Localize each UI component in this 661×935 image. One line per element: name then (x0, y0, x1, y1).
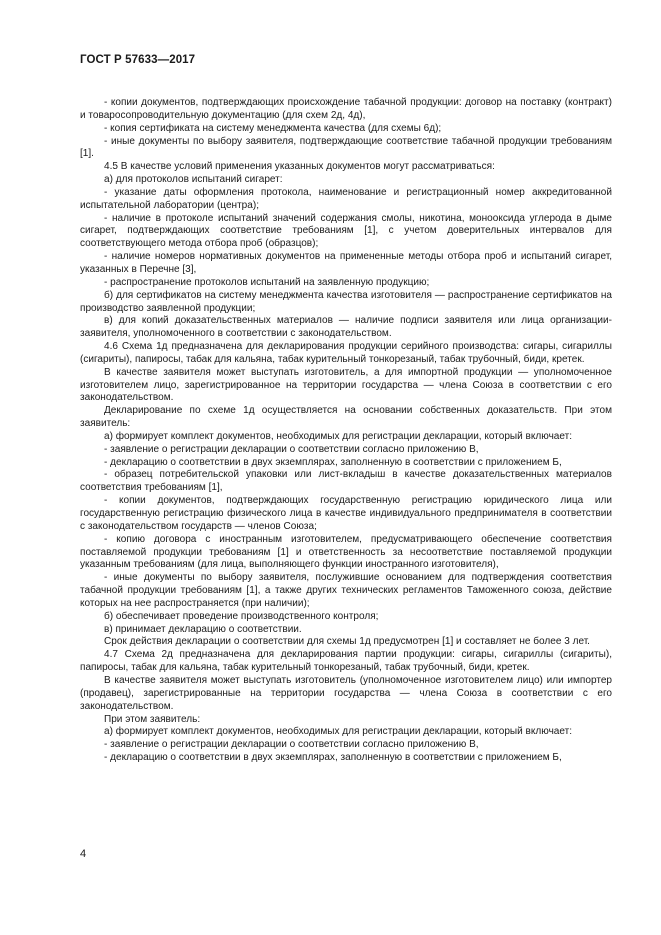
paragraph: В качестве заявителя может выступать изготовитель, а для импортной продукции — уполномоченное изготовителем лицо, зарегистрированное на территории государства — члена Союза в соответствии с его законодательством. (80, 366, 612, 404)
document-body (80, 97, 612, 765)
paragraph: б) для сертификатов на систему менеджмента качества изготовителя — распространение сертификатов на производство заявленной продукции; (80, 289, 612, 314)
paragraph: 4.6 Схема 1д предназначена для декларирования продукции серийного производства: сигары, сигариллы (сигариты), папиросы, табак для кальяна, табак курительный тонкорезаный, табак трубочный, биди, кретек. (80, 341, 612, 365)
paragraph: - наличие в протоколе испытаний значений содержания смолы, никотина, монооксида углерода в дыме сигарет, подтверждающих соответствие требованиям [1], с учетом доверительных интервалов для соответствующего метода отбора проб (образцов); (80, 212, 612, 250)
paragraph: б) обеспечивает проведение производственного контроля; (104, 610, 379, 622)
paragraph: - иные документы по выбору заявителя, послужившие основанием для подтверждения соответствия табачной продукции требованиям [1], а также других технических регламентов Таможенного союза, действие которых на нее распространяется (при наличии); (80, 572, 612, 609)
paragraph: - распространение протоколов испытаний на заявленную продукцию; (104, 276, 430, 288)
paragraph: а) для протоколов испытаний сигарет: (104, 174, 283, 186)
paragraph: - иные документы по выбору заявителя, подтверждающие соответствие табачной продукции требованиям [1]. (80, 135, 612, 160)
paragraph: Декларирование по схеме 1д осуществляется на основании собственных доказательств. При этом заявитель: (80, 405, 612, 430)
paragraph: 4.5 В качестве условий применения указанных документов могут рассматриваться: (104, 161, 495, 173)
paragraph: - заявление о регистрации декларации о соответствии согласно приложению В, (104, 739, 479, 751)
paragraph: 4.7 Схема 2д предназначена для декларирования партии продукции: сигары, сигариллы (сигариты), папиросы, табак для кальяна, табак курительный тонкорезаный, табак трубочный, биди, кретек. (80, 649, 612, 674)
paragraph: в) принимает декларацию о соответствии. (104, 623, 302, 635)
paragraph: - декларацию о соответствии в двух экземплярах, заполненную в соответствии с приложением Б, (104, 752, 562, 764)
document-code-header: ГОСТ Р 57633—2017 (80, 54, 196, 66)
paragraph: а) формирует комплект документов, необходимых для регистрации декларации, который включает: (104, 726, 573, 738)
paragraph: При этом заявитель: (104, 713, 201, 725)
paragraph: - образец потребительской упаковки или лист-вкладыш в качестве доказательственных материалов соответствия требованиям [1], (80, 469, 612, 494)
paragraph: - копию договора с иностранным изготовителем, предусматривающего обеспечение соответствия поставляемой продукции требованиям [1] и ответственность за несоответствие поставляемой продукции указанным требованиям (для лица, выполняющего функции иностранного изготовителя), (80, 533, 612, 571)
paragraph: - заявление о регистрации декларации о соответствии согласно приложению В, (104, 443, 479, 455)
paragraph: - копии документов, подтверждающих государственную регистрацию юридического лица или государственную регистрацию физического лица в качестве индивидуального предпринимателя в соответствии с законодательством государств — членов Союза; (80, 495, 612, 532)
page-number: 4 (80, 848, 87, 860)
paragraph: В качестве заявителя может выступать изготовитель (уполномоченное изготовителем лицо) или импортер (продавец), зарегистрированные на территории государства — члена Союза в соответствии с его законодательством. (80, 674, 612, 712)
paragraph: а) формирует комплект документов, необходимых для регистрации декларации, который включает: (104, 430, 573, 442)
paragraph: - копии документов, подтверждающих происхождение табачной продукции: договор на поставку (контракт) и товаросопроводительную документацию (для схем 2д, 4д), (80, 97, 612, 121)
paragraph: - декларацию о соответствии в двух экземплярах, заполненную в соответствии с приложением Б, (104, 456, 562, 468)
paragraph: Срок действия декларации о соответствии для схемы 1д предусмотрен [1] и составляет не более 3 лет. (104, 636, 590, 648)
paragraph: - указание даты оформления протокола, наименование и регистрационный номер аккредитованной испытательной лаборатории (центра); (80, 186, 612, 211)
paragraph: - наличие номеров нормативных документов на примененные методы отбора проб и испытаний сигарет, указанных в Перечне [3], (80, 251, 612, 275)
paragraph: - копия сертификата на систему менеджмента качества (для схемы 6д); (104, 122, 442, 134)
paragraph: в) для копий доказательственных материалов — наличие подписи заявителя или лица организации-заявителя, уполномоченного в соответствии с законодательством. (80, 315, 612, 340)
